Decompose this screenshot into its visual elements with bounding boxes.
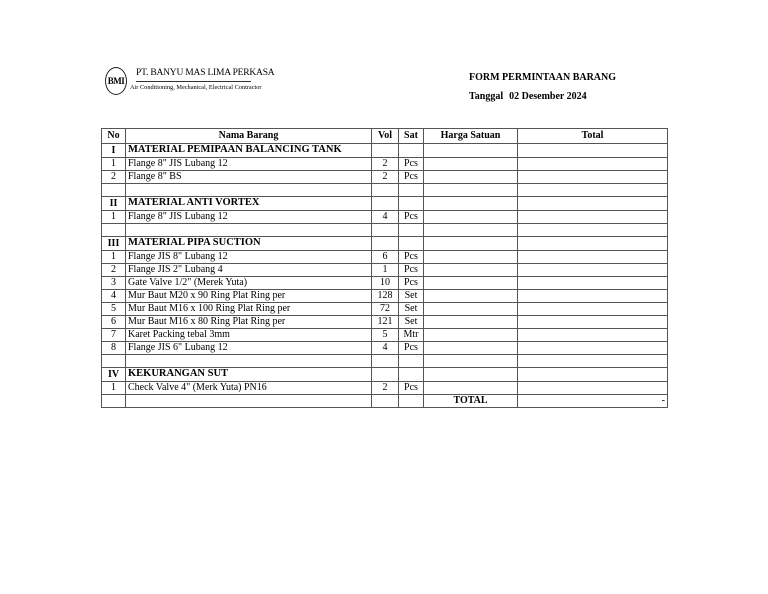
item-volume: 4 — [372, 211, 399, 224]
section-number: III — [102, 237, 126, 251]
header-no: No — [102, 129, 126, 144]
item-name: Flange JIS 6" Lubang 12 — [126, 342, 372, 355]
item-name: Karet Packing tebal 3mm — [126, 329, 372, 342]
section-title: KEKURANGAN SUT — [126, 368, 372, 382]
item-total — [518, 290, 668, 303]
cell-no — [102, 184, 126, 197]
item-name: Flange JIS 8" Lubang 12 — [126, 251, 372, 264]
item-unit: Pcs — [399, 264, 424, 277]
header-sat: Sat — [399, 129, 424, 144]
cell-price — [424, 368, 518, 382]
blank-row — [102, 224, 668, 237]
item-total — [518, 277, 668, 290]
cell-name — [126, 184, 372, 197]
item-unit: Pcs — [399, 211, 424, 224]
item-unit: Set — [399, 290, 424, 303]
table-row — [102, 264, 668, 277]
cell-vol — [372, 224, 399, 237]
section-title: MATERIAL ANTI VORTEX — [126, 197, 372, 211]
cell-total — [518, 368, 668, 382]
cell-vol — [372, 368, 399, 382]
cell-total — [518, 224, 668, 237]
section-title: MATERIAL PEMIPAAN BALANCING TANK — [126, 144, 372, 158]
total-label: TOTAL — [424, 395, 518, 408]
table-row — [102, 158, 668, 171]
cell-sat — [399, 355, 424, 368]
item-name: Flange 8" JIS Lubang 12 — [126, 211, 372, 224]
item-volume: 2 — [372, 171, 399, 184]
items-table-body — [102, 144, 668, 408]
section-row — [102, 144, 668, 158]
header-name: Nama Barang — [126, 129, 372, 144]
item-number: 8 — [102, 342, 126, 355]
item-volume: 121 — [372, 316, 399, 329]
total-value: - — [518, 395, 668, 408]
item-name: Flange JIS 2" Lubang 4 — [126, 264, 372, 277]
cell-no — [102, 355, 126, 368]
logo-divider — [136, 81, 251, 82]
item-volume: 2 — [372, 382, 399, 395]
item-unit-price — [424, 158, 518, 171]
item-total — [518, 303, 668, 316]
item-unit-price — [424, 290, 518, 303]
item-number: 6 — [102, 316, 126, 329]
cell-vol — [372, 355, 399, 368]
empty-cell — [372, 395, 399, 408]
cell-total — [518, 184, 668, 197]
item-number: 1 — [102, 211, 126, 224]
date-value: 02 Desember 2024 — [509, 91, 587, 102]
header-vol: Vol — [372, 129, 399, 144]
item-number: 5 — [102, 303, 126, 316]
item-name: Flange 8" BS — [126, 171, 372, 184]
table-row — [102, 211, 668, 224]
item-total — [518, 171, 668, 184]
cell-total — [518, 237, 668, 251]
table-row — [102, 382, 668, 395]
item-volume: 4 — [372, 342, 399, 355]
item-unit-price — [424, 316, 518, 329]
items-table — [101, 128, 668, 408]
table-row — [102, 277, 668, 290]
item-unit: Mtr — [399, 329, 424, 342]
table-row — [102, 171, 668, 184]
table-header-row — [102, 129, 668, 144]
item-volume: 10 — [372, 277, 399, 290]
empty-cell — [126, 395, 372, 408]
company-logo-emblem: BMI — [105, 67, 127, 95]
header-price: Harga Satuan — [424, 129, 518, 144]
item-name: Gate Valve 1/2" (Merek Yuta) — [126, 277, 372, 290]
item-number: 1 — [102, 382, 126, 395]
item-unit: Pcs — [399, 342, 424, 355]
item-number: 1 — [102, 158, 126, 171]
date-label: Tanggal — [469, 91, 504, 102]
empty-cell — [102, 395, 126, 408]
empty-cell — [399, 395, 424, 408]
cell-price — [424, 237, 518, 251]
table-row — [102, 316, 668, 329]
section-row — [102, 237, 668, 251]
item-total — [518, 158, 668, 171]
item-unit-price — [424, 251, 518, 264]
item-unit-price — [424, 171, 518, 184]
item-unit-price — [424, 277, 518, 290]
item-total — [518, 211, 668, 224]
cell-price — [424, 197, 518, 211]
item-unit-price — [424, 382, 518, 395]
cell-vol — [372, 184, 399, 197]
cell-total — [518, 144, 668, 158]
company-tagline: Air Conditioning, Mechanical, Electrical Contractor — [130, 84, 262, 91]
cell-price — [424, 224, 518, 237]
item-volume: 72 — [372, 303, 399, 316]
item-total — [518, 382, 668, 395]
item-unit: Pcs — [399, 158, 424, 171]
company-logo — [105, 66, 275, 98]
cell-sat — [399, 144, 424, 158]
item-total — [518, 329, 668, 342]
blank-row — [102, 355, 668, 368]
company-name: PT. BANYU MAS LIMA PERKASA — [136, 68, 275, 78]
item-unit-price — [424, 264, 518, 277]
cell-vol — [372, 237, 399, 251]
table-row — [102, 342, 668, 355]
section-row — [102, 197, 668, 211]
item-volume: 6 — [372, 251, 399, 264]
item-number: 2 — [102, 264, 126, 277]
item-unit: Pcs — [399, 251, 424, 264]
item-unit-price — [424, 211, 518, 224]
cell-sat — [399, 197, 424, 211]
item-unit: Set — [399, 303, 424, 316]
item-volume: 128 — [372, 290, 399, 303]
total-row — [102, 395, 668, 408]
item-name: Mur Baut M16 x 80 Ring Plat Ring per — [126, 316, 372, 329]
table-row — [102, 251, 668, 264]
item-volume: 1 — [372, 264, 399, 277]
cell-price — [424, 144, 518, 158]
item-total — [518, 342, 668, 355]
header-total: Total — [518, 129, 668, 144]
form-title: FORM PERMINTAAN BARANG — [469, 72, 617, 83]
cell-name — [126, 224, 372, 237]
section-number: II — [102, 197, 126, 211]
section-row — [102, 368, 668, 382]
item-total — [518, 264, 668, 277]
item-number: 2 — [102, 171, 126, 184]
cell-price — [424, 355, 518, 368]
cell-total — [518, 197, 668, 211]
item-number: 3 — [102, 277, 126, 290]
item-unit: Pcs — [399, 171, 424, 184]
item-unit-price — [424, 329, 518, 342]
cell-sat — [399, 237, 424, 251]
item-total — [518, 251, 668, 264]
item-number: 7 — [102, 329, 126, 342]
cell-sat — [399, 224, 424, 237]
item-number: 1 — [102, 251, 126, 264]
item-unit: Set — [399, 316, 424, 329]
section-number: I — [102, 144, 126, 158]
item-unit: Pcs — [399, 382, 424, 395]
table-row — [102, 329, 668, 342]
item-number: 4 — [102, 290, 126, 303]
item-name: Mur Baut M20 x 90 Ring Plat Ring per — [126, 290, 372, 303]
cell-name — [126, 355, 372, 368]
table-row — [102, 303, 668, 316]
cell-no — [102, 224, 126, 237]
item-total — [518, 316, 668, 329]
cell-total — [518, 355, 668, 368]
section-title: MATERIAL PIPA SUCTION — [126, 237, 372, 251]
section-number: IV — [102, 368, 126, 382]
cell-vol — [372, 197, 399, 211]
item-name: Check Valve 4" (Merk Yuta) PN16 — [126, 382, 372, 395]
item-name: Flange 8" JIS Lubang 12 — [126, 158, 372, 171]
form-date — [469, 91, 587, 102]
item-volume: 2 — [372, 158, 399, 171]
blank-row — [102, 184, 668, 197]
cell-price — [424, 184, 518, 197]
cell-vol — [372, 144, 399, 158]
item-unit-price — [424, 342, 518, 355]
table-row — [102, 290, 668, 303]
item-unit: Pcs — [399, 277, 424, 290]
item-unit-price — [424, 303, 518, 316]
item-name: Mur Baut M16 x 100 Ring Plat Ring per — [126, 303, 372, 316]
cell-sat — [399, 368, 424, 382]
item-volume: 5 — [372, 329, 399, 342]
cell-sat — [399, 184, 424, 197]
